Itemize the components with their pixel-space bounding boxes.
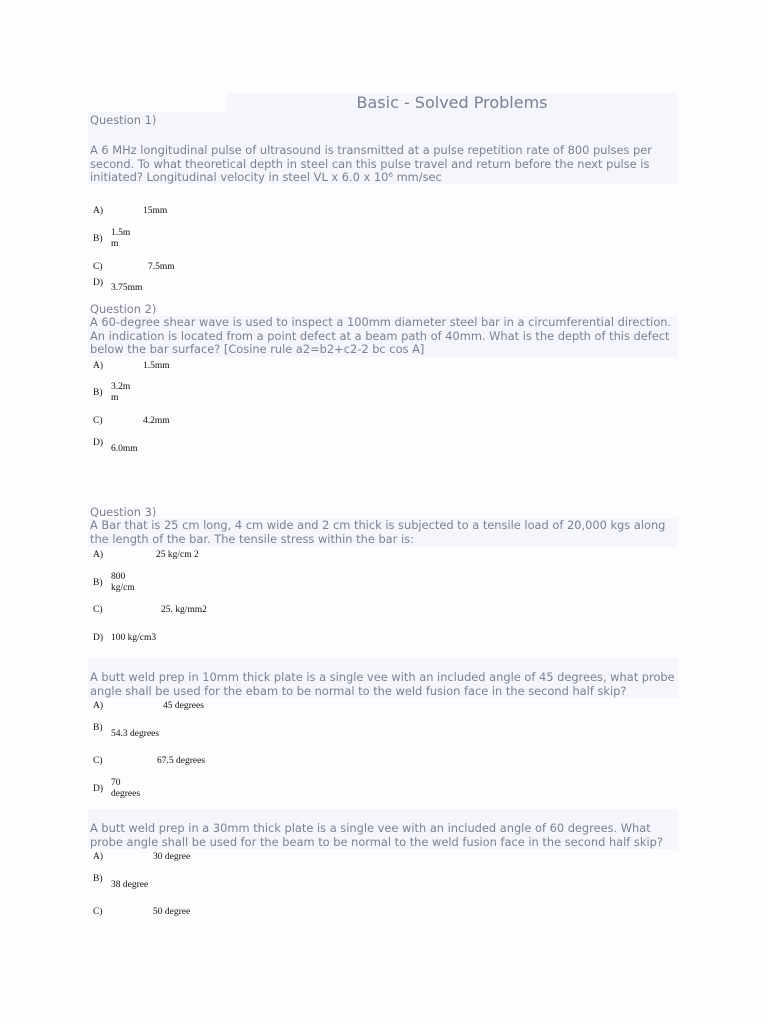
q5-option-b-letter: B) — [93, 874, 103, 884]
q3-option-c-value: 25. kg/mm2 — [161, 605, 207, 615]
question-3-label: Question 3) — [90, 505, 157, 519]
q3-option-b-value-line1: 800 — [111, 572, 126, 582]
question-1-text — [88, 144, 678, 185]
q2-option-d-letter: D) — [93, 438, 104, 448]
q1-option-b-value-line1: 1.5m — [111, 228, 131, 238]
q1-option-d-value: 3.75mm — [111, 283, 143, 293]
question-4-text-body: A butt weld prep in 10mm thick plate is a single vee with an included angle of 45 degrees, what probe angle shall be used for the ebam to be normal to the weld fusion face in the second half skip? — [90, 670, 675, 698]
question-3-text — [88, 519, 678, 547]
q4-option-a-value: 45 degrees — [163, 701, 204, 711]
question-5-text-body: A butt weld prep in a 30mm thick plate is a single vee with an included angle of 60 degrees. What probe angle shall be used for the beam to be normal to the weld fusion face in the second half skip? — [90, 821, 663, 849]
q3-option-d-value: 100 kg/cm3 — [111, 633, 157, 643]
q4-option-b-letter: B) — [93, 723, 103, 733]
q2-option-a-value: 1.5mm — [143, 361, 170, 371]
q1-option-c-value: 7.5mm — [148, 262, 175, 272]
question-2-label: Question 2) — [90, 302, 157, 316]
q5-option-b-value: 38 degree — [111, 880, 149, 890]
q5-option-a-value: 30 degree — [153, 852, 191, 862]
q4-option-d-letter: D) — [93, 784, 104, 794]
q4-option-d-value-line1: 70 — [111, 778, 121, 788]
question-4-text — [88, 671, 678, 698]
q3-option-c-letter: C) — [93, 605, 103, 615]
q5-option-c-letter: C) — [93, 907, 103, 917]
q2-option-c-value: 4.2mm — [143, 416, 170, 426]
q3-option-d-letter: D) — [93, 633, 104, 643]
question-2-text-body: A 60-degree shear wave is used to inspect a 100mm diameter steel bar in a circumferential direction. An indication is located from a point defect at a beam path of 40mm. What is the depth of this defect below the bar surface? [Cosine rule a2=b2+c2-2 bc cos A] — [90, 315, 672, 357]
q1-option-d-letter: D) — [93, 278, 104, 288]
q3-option-a-value: 25 kg/cm 2 — [156, 550, 199, 560]
q2-option-d-value: 6.0mm — [111, 444, 138, 454]
q2-option-b-value-line2: m — [111, 393, 119, 403]
q2-option-a-letter: A) — [93, 361, 104, 371]
q2-option-b-letter: B) — [93, 388, 103, 398]
q4-option-b-value: 54.3 degrees — [111, 729, 160, 739]
question-1-text-body: A 6 MHz longitudinal pulse of ultrasound is transmitted at a pulse repetition rate of 800 pulses per second. To what theoretical depth in steel can this pulse travel and return before the next pulse is initiated? Longitudinal velocity in steel VL x 6.0 x 10⁶ mm/sec — [90, 143, 652, 185]
question-3-text-body: A Bar that is 25 cm long, 4 cm wide and 2 cm thick is subjected to a tensile load of 20,000 kgs along the length of the bar. The tensile stress within the bar is: — [90, 518, 666, 546]
q2-option-b-value-line1: 3.2m — [111, 382, 131, 392]
q3-option-b-letter: B) — [93, 578, 103, 588]
q3-option-a-letter: A) — [93, 550, 104, 560]
q2-option-c-letter: C) — [93, 416, 103, 426]
q1-option-a-value: 15mm — [143, 206, 168, 216]
page-title: Basic - Solved Problems — [226, 93, 678, 115]
q4-option-c-value: 67.5 degrees — [157, 756, 206, 766]
q1-option-a-letter: A) — [93, 206, 104, 216]
q4-option-d-value-line2: degrees — [111, 789, 141, 799]
q4-option-c-letter: C) — [93, 756, 103, 766]
q3-option-b-value-line2: kg/cm — [111, 583, 135, 593]
q1-option-c-letter: C) — [93, 262, 103, 272]
question-2-text — [88, 316, 678, 357]
q5-option-a-letter: A) — [93, 852, 104, 862]
question-5-text — [88, 822, 678, 849]
question-1-label: Question 1) — [90, 113, 157, 127]
q5-option-c-value: 50 degree — [153, 907, 191, 917]
q4-option-a-letter: A) — [93, 701, 104, 711]
q1-option-b-value-line2: m — [111, 239, 119, 249]
q1-option-b-letter: B) — [93, 234, 103, 244]
